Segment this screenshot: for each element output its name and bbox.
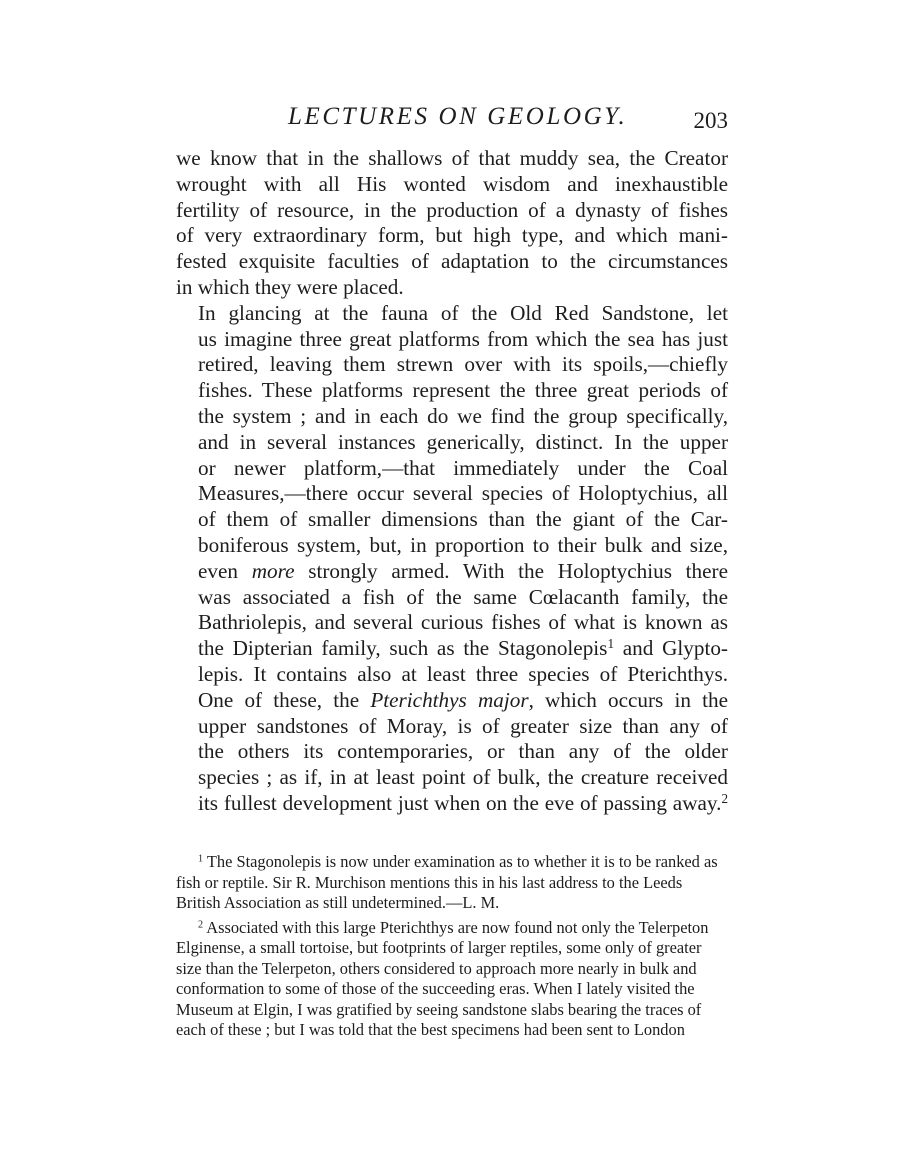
text-line: in which they were placed. <box>176 274 404 299</box>
running-head-title: LECTURES ON GEOLOGY. <box>288 103 628 130</box>
text-line: species ; as if, in at least point of bulk, the creature received <box>198 765 728 790</box>
text-fragment: One of these, the <box>198 687 371 712</box>
text-line: fested exquisite faculties of adaptation to the circumstances <box>176 249 728 274</box>
footnote-ref-2[interactable]: 2 <box>721 790 728 806</box>
paragraph-1 <box>176 146 728 301</box>
text-line: fishes. These platforms represent the three great periods of <box>198 378 728 403</box>
text-line: retired, leaving them strewn over with its spoils,—chiefly <box>198 352 728 377</box>
text-fragment: , which occurs in the <box>528 687 728 712</box>
body-text <box>176 146 728 817</box>
running-head <box>176 100 728 140</box>
text-line: lepis. It contains also at least three species of Pterichthys. <box>198 661 728 686</box>
italic-word: more <box>251 558 295 583</box>
text-line: Measures,—there occur several species of Holoptychius, all <box>198 481 728 506</box>
text-line: and in several instances generically, distinct. In the upper <box>198 429 728 454</box>
text-line: us imagine three great platforms from which the sea has just <box>198 326 728 351</box>
text-fragment: even <box>198 558 252 583</box>
text-line: the system ; and in each do we find the group specifically, <box>198 403 728 428</box>
footnote-text: The Stagonolepis is now under examination as to whether it is to be ranked as fish or reptile. Sir R. Murchison mentions this in his last address to the Leeds British Association as still undetermined.—L. M. <box>176 852 718 912</box>
footnote-2 <box>176 918 728 1041</box>
footnote-1 <box>176 852 728 914</box>
footnote-marker: 2 <box>198 918 204 930</box>
text-fragment: and Glypto- <box>614 636 728 661</box>
text-line <box>176 791 728 817</box>
text-line <box>176 636 728 662</box>
footnote-text: Associated with this large Pterichthys are now found not only the Telerpeton Elginense, a small tortoise, but footprints of larger reptiles, some only of greater size than the Telerpeton, others considered to approach more nearly in bulk and conformation to some of those of the succeeding eras. When I lately visited the Museum at Elgin, I was gratified by seeing sandstone slabs bearing the traces of each of these ; but I was told that the best specimens had been sent to London <box>176 917 709 1039</box>
footnote-marker: 1 <box>198 853 204 865</box>
text-line: of them of smaller dimensions than the giant of the Car- <box>198 507 728 532</box>
italic-species-name: Pterichthys major <box>370 687 529 712</box>
text-line <box>176 559 728 585</box>
text-line: In glancing at the fauna of the Old Red Sandstone, let <box>198 300 728 325</box>
text-line <box>176 688 728 714</box>
page-number: 203 <box>693 108 728 133</box>
text-line: or newer platform,—that immediately under the Coal <box>198 455 728 480</box>
text-line: was associated a fish of the same Cœlacanth family, the <box>198 584 728 609</box>
text-line: of very extraordinary form, but high type, and which mani- <box>176 223 728 248</box>
text-fragment: its fullest development just when on the eve of passing away. <box>198 790 722 815</box>
footnote-ref-1[interactable]: 1 <box>607 635 614 651</box>
text-line: Bathriolepis, and several curious fishes of what is known as <box>198 610 728 635</box>
paragraph-2 <box>176 301 728 817</box>
footnotes <box>176 852 728 1045</box>
text-fragment: strongly armed. With the Holoptychius there <box>294 558 729 583</box>
text-line: we know that in the shallows of that muddy sea, the Creator <box>176 146 728 170</box>
text-line: upper sandstones of Moray, is of greater size than any of <box>198 713 728 738</box>
text-line: wrought with all His wonted wisdom and inexhaustible <box>176 171 728 196</box>
text-line: the others its contemporaries, or than any of the older <box>198 739 728 764</box>
text-fragment: the Dipterian family, such as the Stagonolepis <box>198 636 608 661</box>
text-line: boniferous system, but, in proportion to their bulk and size, <box>198 532 728 557</box>
text-line: fertility of resource, in the production of a dynasty of fishes <box>176 197 728 222</box>
